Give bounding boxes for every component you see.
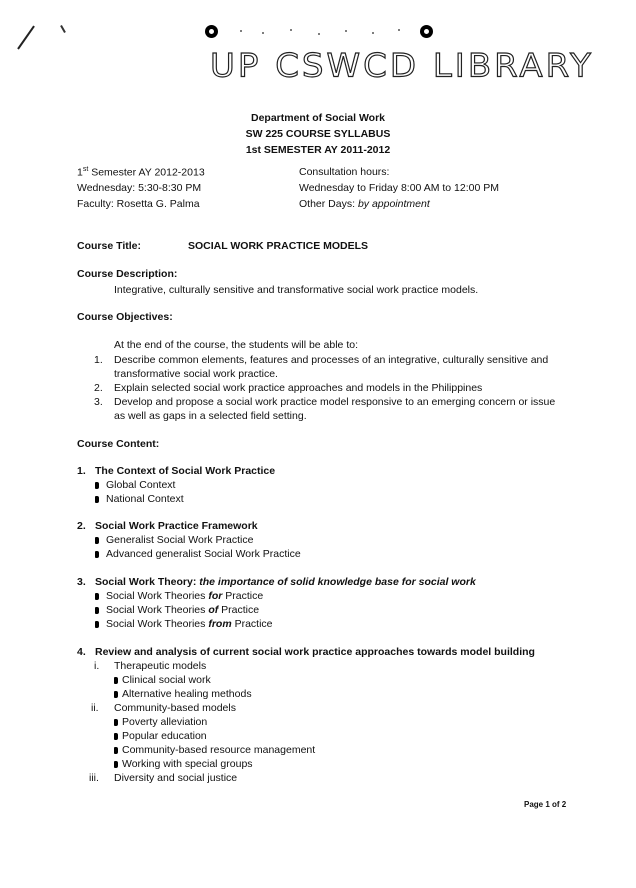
speckle <box>290 29 292 31</box>
department-title: Department of Social Work <box>251 112 385 124</box>
punch-hole-left <box>205 25 218 38</box>
list-item: Community-based resource management <box>114 744 315 756</box>
objective-text-cont: transformative social work practice. <box>114 368 278 380</box>
bullet-icon <box>95 593 99 600</box>
section-title: Review and analysis of current social work practice approaches towards model building <box>95 646 535 658</box>
section-number: 3. <box>77 576 86 588</box>
list-item: Alternative healing methods <box>114 688 252 700</box>
speckle <box>318 33 320 35</box>
library-stamp: UP CSWCD LIBRARY <box>210 47 594 85</box>
subsection-title: Therapeutic models <box>114 660 207 672</box>
list-item: Social Work Theories of Practice <box>95 604 259 616</box>
subsection-title: Community-based models <box>114 702 236 714</box>
speckle <box>262 32 264 34</box>
course-description-label: Course Description: <box>77 268 178 280</box>
list-item: Working with special groups <box>114 758 253 770</box>
speckle <box>345 30 347 32</box>
other-days-line: Other Days: by appointment <box>299 198 430 210</box>
subsection-number: iii. <box>89 772 99 784</box>
course-description-text: Integrative, culturally sensitive and transformative social work practice models. <box>114 284 479 296</box>
objective-number: 3. <box>94 396 103 408</box>
section-title: The Context of Social Work Practice <box>95 465 276 477</box>
section-title: Social Work Practice Framework <box>95 520 258 532</box>
course-objectives-label: Course Objectives: <box>77 311 173 323</box>
bullet-icon <box>114 747 118 754</box>
syllabus-title: SW 225 COURSE SYLLABUS <box>245 128 391 140</box>
objectives-intro: At the end of the course, the students will be able to: <box>114 339 358 351</box>
speckle <box>240 30 242 32</box>
list-item: Generalist Social Work Practice <box>95 534 253 546</box>
bullet-icon <box>114 691 118 698</box>
section-number: 4. <box>77 646 86 658</box>
section-title: Social Work Theory: the importance of solid knowledge base for social work <box>95 576 476 588</box>
bullet-icon <box>95 607 99 614</box>
schedule-line: Wednesday: 5:30-8:30 PM <box>77 182 202 194</box>
faculty-line: Faculty: Rosetta G. Palma <box>77 198 200 210</box>
scan-mark <box>17 25 35 49</box>
bullet-icon <box>95 537 99 544</box>
section-number: 1. <box>77 465 86 477</box>
subsection-number: ii. <box>91 702 99 714</box>
objective-text-cont: as well as gaps in a selected field setting. <box>114 410 307 422</box>
scan-mark <box>60 25 66 33</box>
consultation-label: Consultation hours: <box>299 166 390 178</box>
course-title-value: SOCIAL WORK PRACTICE MODELS <box>188 240 369 252</box>
list-item: Advanced generalist Social Work Practice <box>95 548 301 560</box>
section-number: 2. <box>77 520 86 532</box>
semester-title: 1st SEMESTER AY 2011-2012 <box>245 144 391 156</box>
list-item: Social Work Theories for Practice <box>95 590 263 602</box>
consultation-hours: Wednesday to Friday 8:00 AM to 12:00 PM <box>299 182 499 194</box>
list-item: National Context <box>95 493 184 505</box>
list-item: Poverty alleviation <box>114 716 207 728</box>
page-number: Page 1 of 2 <box>524 800 567 809</box>
punch-hole-right <box>420 25 433 38</box>
list-item: Clinical social work <box>114 674 211 686</box>
bullet-icon <box>95 621 99 628</box>
speckle <box>372 32 374 34</box>
objective-text: Explain selected social work practice approaches and models in the Philippines <box>114 382 483 394</box>
bullet-icon <box>114 733 118 740</box>
objective-number: 1. <box>94 354 103 366</box>
bullet-icon <box>114 719 118 726</box>
bullet-icon <box>95 551 99 558</box>
list-item: Social Work Theories from Practice <box>95 618 273 630</box>
bullet-icon <box>114 761 118 768</box>
semester-line: 1st Semester AY 2012-2013 <box>77 166 205 179</box>
subsection-number: i. <box>94 660 100 672</box>
bullet-icon <box>114 677 118 684</box>
list-item: Popular education <box>114 730 207 742</box>
bullet-icon <box>95 496 99 503</box>
list-item: Global Context <box>95 479 175 491</box>
objective-text: Develop and propose a social work practice model responsive to an emerging concern or issue <box>114 396 556 408</box>
bullet-icon <box>95 482 99 489</box>
speckle <box>398 29 400 31</box>
subsection-title: Diversity and social justice <box>114 772 238 784</box>
course-content-label: Course Content: <box>77 438 160 450</box>
objective-number: 2. <box>94 382 103 394</box>
course-title-label: Course Title: <box>77 240 141 252</box>
objective-text: Describe common elements, features and processes of an integrative, culturally sensitive and <box>114 354 549 366</box>
